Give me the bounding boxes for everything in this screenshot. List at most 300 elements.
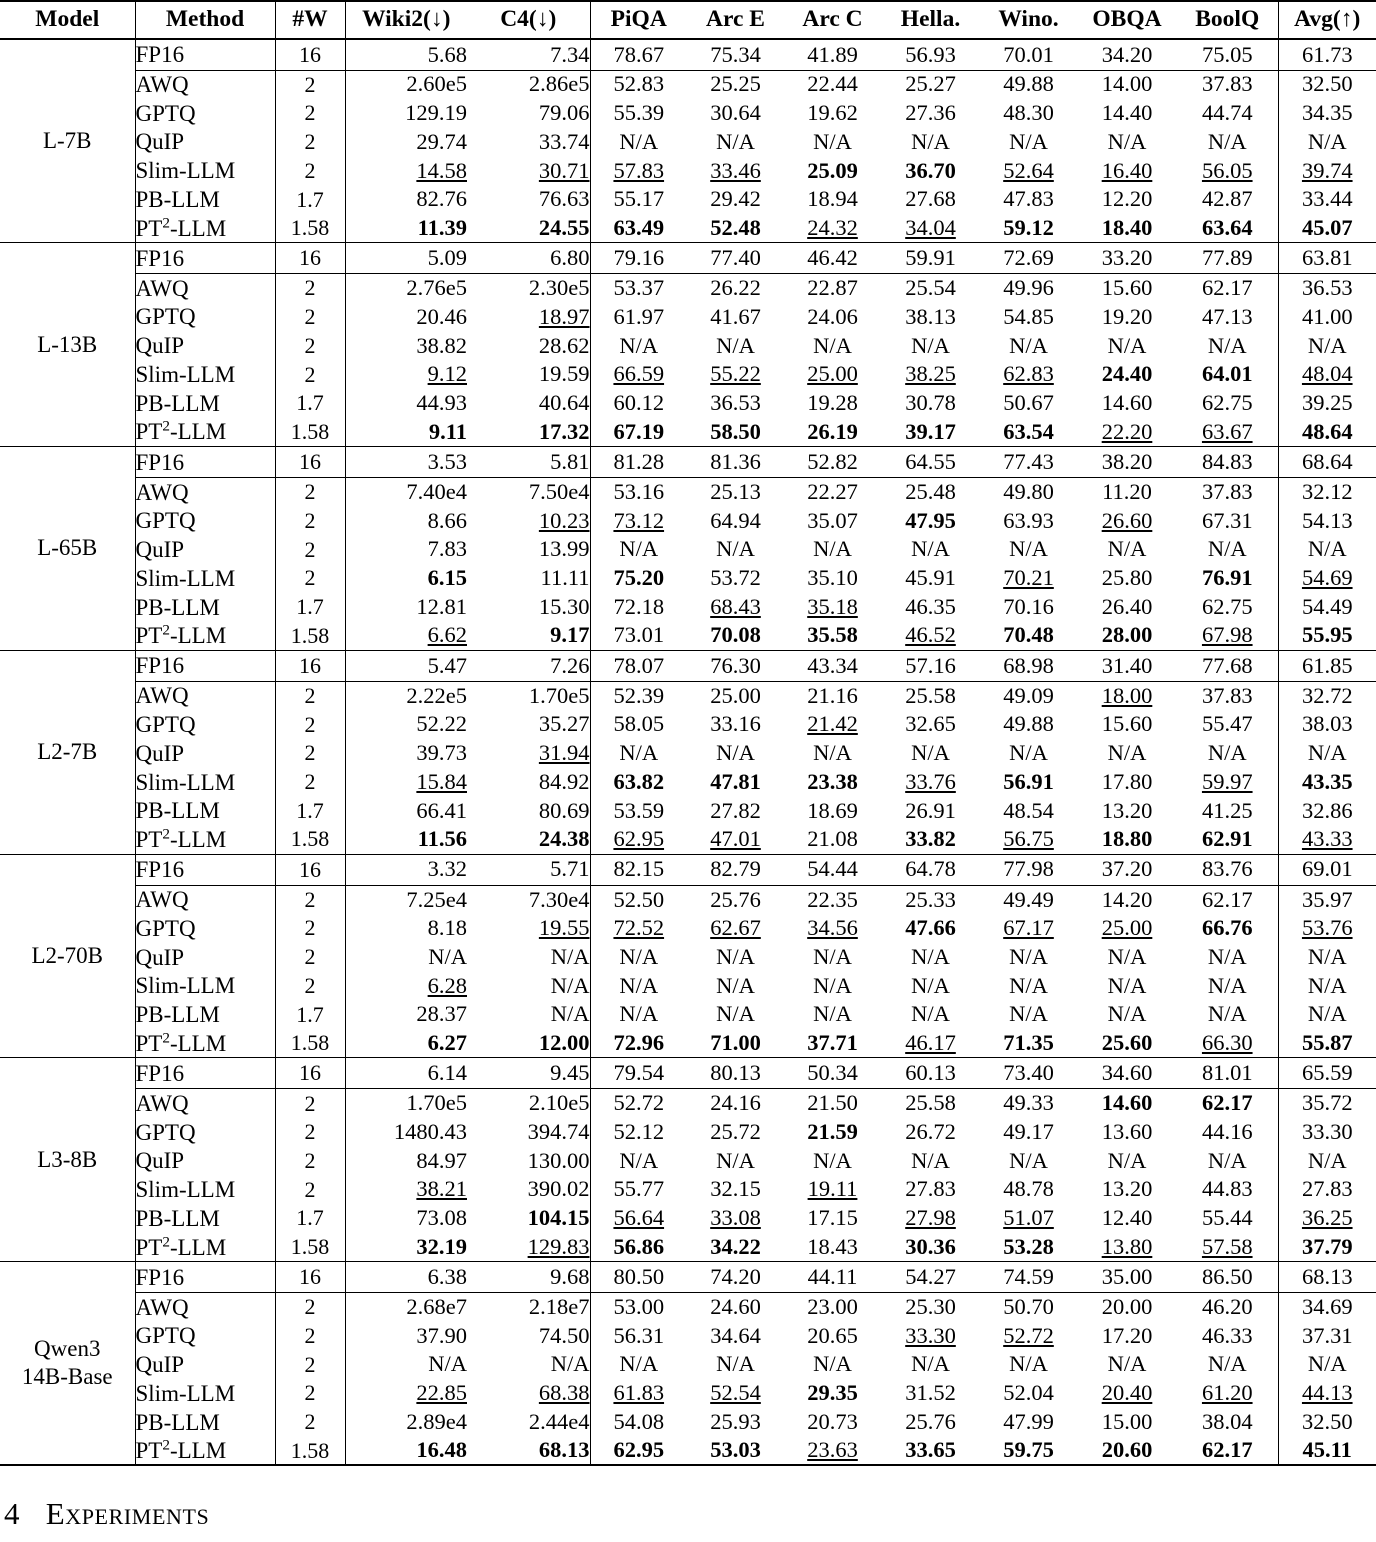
metric-cell: 49.17 — [1003, 1118, 1054, 1144]
metric-cell: 18.43 — [807, 1233, 858, 1259]
metric-cell: N/A — [1107, 128, 1147, 154]
table-row — [0, 70, 1376, 99]
metric-cell: 24.40 — [1101, 361, 1153, 387]
metric-cell: 65.59 — [1278, 1058, 1376, 1089]
metric-cell: 60.12 — [590, 389, 687, 418]
method-cell: AWQ — [135, 70, 275, 99]
metric-cell: 32.86 — [1278, 797, 1376, 826]
metric-cell: 64.55 — [881, 447, 980, 478]
metric-cell: 33.74 — [538, 128, 590, 154]
table-row — [0, 185, 1376, 214]
metric-cell: 18.80 — [1101, 826, 1153, 852]
metric-cell: 62.17 — [1177, 1437, 1278, 1466]
table-row — [0, 681, 1376, 710]
metric-cell: 77.89 — [1177, 243, 1278, 274]
metric-cell: N/A — [1009, 332, 1048, 358]
metric-cell: 2.44e4 — [528, 1409, 590, 1435]
metric-cell: N/A — [813, 943, 852, 969]
metric-cell: 57.83 — [590, 156, 687, 185]
weight-bits-cell: 2 — [275, 1089, 345, 1118]
method-cell: Slim-LLM — [135, 972, 275, 1001]
method-cell: AWQ — [135, 1089, 275, 1118]
metric-cell: 21.16 — [784, 681, 881, 710]
metric-cell: N/A — [1207, 1351, 1247, 1377]
metric-cell: N/A — [813, 740, 852, 766]
metric-cell: 36.53 — [710, 390, 761, 416]
metric-cell: N/A — [716, 536, 755, 562]
metric-cell: 10.23 — [538, 507, 590, 533]
metric-cell: 79.06 — [538, 99, 590, 125]
metric-cell: 1480.43 — [345, 1118, 467, 1147]
metric-cell: 66.76 — [1201, 915, 1253, 941]
metric-cell: 17.80 — [1101, 768, 1153, 794]
table-row — [0, 1293, 1376, 1322]
metric-cell: 18.00 — [1077, 681, 1177, 710]
weight-bits-cell: 2 — [275, 710, 345, 739]
metric-cell: 24.32 — [807, 214, 858, 240]
section-heading — [4, 1496, 1376, 1532]
col-header-w: #W — [275, 1, 345, 39]
weight-bits-cell: 2 — [275, 478, 345, 507]
metric-cell: 68.13 — [1278, 1262, 1376, 1293]
metric-cell: 24.16 — [687, 1089, 784, 1118]
metric-cell: 25.00 — [1101, 915, 1153, 941]
table-row — [0, 1000, 1376, 1029]
metric-cell: 35.00 — [1077, 1262, 1177, 1293]
metric-cell: 64.01 — [1201, 361, 1253, 387]
metric-cell: 43.34 — [784, 650, 881, 681]
metric-cell: N/A — [911, 1147, 950, 1173]
metric-cell: 78.67 — [590, 39, 687, 70]
metric-cell: 33.44 — [1278, 185, 1376, 214]
table-row — [0, 1233, 1376, 1262]
metric-cell: 66.59 — [590, 360, 687, 389]
metric-cell: 25.30 — [881, 1293, 980, 1322]
weight-bits-cell: 16 — [275, 447, 345, 478]
metric-cell: 17.20 — [1101, 1322, 1153, 1348]
metric-cell: 25.27 — [881, 70, 980, 99]
metric-cell: 32.72 — [1278, 681, 1376, 710]
method-cell: QuIP — [135, 128, 275, 157]
metric-cell: N/A — [1107, 972, 1147, 998]
metric-cell: N/A — [1107, 740, 1147, 766]
metric-cell: 55.77 — [590, 1175, 687, 1204]
metric-cell: 31.40 — [1077, 650, 1177, 681]
metric-cell: 22.27 — [784, 478, 881, 507]
metric-cell: 77.43 — [980, 447, 1077, 478]
weight-bits-cell: 16 — [275, 39, 345, 70]
metric-cell: 25.72 — [710, 1118, 761, 1144]
metric-cell: N/A — [590, 1000, 687, 1029]
metric-cell: 25.58 — [881, 681, 980, 710]
method-cell: QuIP — [135, 1350, 275, 1379]
method-cell: PB-LLM — [135, 797, 275, 826]
metric-cell: 73.12 — [590, 506, 687, 535]
method-cell: GPTQ — [135, 914, 275, 943]
metric-cell: 54.13 — [1278, 506, 1376, 535]
metric-cell: 54.08 — [590, 1408, 687, 1437]
weight-bits-cell: 1.7 — [275, 797, 345, 826]
metric-cell: 19.62 — [807, 99, 858, 125]
metric-cell: 3.32 — [345, 854, 467, 885]
metric-cell: 38.82 — [345, 331, 467, 360]
metric-cell: 62.17 — [1177, 1089, 1278, 1118]
method-cell: FP16 — [135, 243, 275, 274]
metric-cell: 22.44 — [784, 70, 881, 99]
metric-cell: N/A — [1278, 128, 1376, 157]
col-header-hella: Hella. — [900, 6, 961, 33]
metric-cell: 32.50 — [1278, 1408, 1376, 1437]
metric-cell: 46.42 — [784, 243, 881, 274]
metric-cell: 82.76 — [345, 185, 467, 214]
metric-cell: 62.95 — [590, 1437, 687, 1466]
metric-cell: 21.50 — [784, 1089, 881, 1118]
metric-cell: 52.83 — [590, 70, 687, 99]
table-row — [0, 593, 1376, 622]
metric-cell: 7.30e4 — [467, 885, 590, 914]
metric-cell: N/A — [911, 536, 950, 562]
method-cell: GPTQ — [135, 506, 275, 535]
metric-cell: N/A — [590, 1350, 687, 1379]
metric-cell: 21.08 — [807, 826, 858, 852]
table-row — [0, 825, 1376, 854]
metric-cell: 11.39 — [345, 214, 467, 243]
method-cell: PB-LLM — [135, 389, 275, 418]
weight-bits-cell: 1.7 — [275, 185, 345, 214]
metric-cell: N/A — [1009, 536, 1048, 562]
table-row — [0, 854, 1376, 885]
metric-cell: 63.54 — [1003, 418, 1054, 444]
metric-cell: 2.68e7 — [345, 1293, 467, 1322]
metric-cell: 29.35 — [807, 1380, 858, 1406]
metric-cell: 62.95 — [590, 825, 687, 854]
metric-cell: N/A — [911, 128, 950, 154]
metric-cell: 74.59 — [980, 1262, 1077, 1293]
metric-cell: N/A — [716, 1351, 755, 1377]
metric-cell: 33.76 — [905, 768, 956, 794]
metric-cell: 52.72 — [1003, 1322, 1054, 1348]
method-cell: AWQ — [135, 681, 275, 710]
metric-cell: 80.50 — [590, 1262, 687, 1293]
metric-cell: 25.60 — [1101, 1030, 1153, 1055]
method-cell: $PT^2$-LLM — [135, 214, 275, 243]
method-cell: Slim-LLM — [135, 360, 275, 389]
metric-cell: 3.53 — [345, 447, 467, 478]
metric-cell: 25.58 — [881, 1089, 980, 1118]
metric-cell: 26.40 — [1101, 593, 1153, 619]
table-row — [0, 1350, 1376, 1379]
metric-cell: 33.30 — [1278, 1118, 1376, 1147]
metric-cell: 54.44 — [784, 854, 881, 885]
weight-bits-cell: 2 — [275, 1118, 345, 1147]
model-cell — [0, 447, 135, 651]
metric-cell: 37.83 — [1177, 70, 1278, 99]
metric-cell: 36.25 — [1278, 1204, 1376, 1233]
table-row — [0, 622, 1376, 651]
table-row — [0, 1204, 1376, 1233]
metric-cell: 61.85 — [1278, 650, 1376, 681]
metric-cell: 49.88 — [1003, 711, 1054, 737]
metric-cell: N/A — [1107, 1351, 1147, 1377]
metric-cell: 37.31 — [1278, 1321, 1376, 1350]
metric-cell: 9.12 — [345, 360, 467, 389]
metric-cell: 74.20 — [687, 1262, 784, 1293]
metric-cell: 25.54 — [881, 274, 980, 303]
metric-cell: 15.84 — [345, 768, 467, 797]
metric-cell: 35.72 — [1278, 1089, 1376, 1118]
metric-cell: 60.13 — [881, 1058, 980, 1089]
metric-cell: 13.80 — [1101, 1233, 1153, 1259]
metric-cell: 77.40 — [687, 243, 784, 274]
weight-bits-cell: 1.58 — [275, 418, 345, 447]
metric-cell: 38.25 — [905, 361, 956, 387]
metric-cell: 41.25 — [1201, 797, 1253, 823]
table-row — [0, 303, 1376, 332]
metric-cell: N/A — [550, 943, 590, 969]
metric-cell: 47.13 — [1201, 303, 1253, 329]
method-cell: AWQ — [135, 1293, 275, 1322]
metric-cell: N/A — [1207, 332, 1247, 358]
weight-bits-cell: 2 — [275, 739, 345, 768]
metric-cell: N/A — [716, 128, 755, 154]
metric-cell: 78.07 — [590, 650, 687, 681]
model-cell — [0, 854, 135, 1058]
weight-bits-cell: 1.58 — [275, 214, 345, 243]
metric-cell: 51.07 — [1003, 1205, 1054, 1231]
metric-cell: 8.18 — [345, 914, 467, 943]
table-row — [0, 1408, 1376, 1437]
metric-cell: 17.15 — [807, 1205, 858, 1231]
method-cell: FP16 — [135, 1058, 275, 1089]
metric-cell: 62.17 — [1177, 885, 1278, 914]
weight-bits-cell: 2 — [275, 914, 345, 943]
metric-cell: N/A — [1207, 1001, 1247, 1027]
metric-cell: N/A — [813, 128, 852, 154]
metric-cell: 56.75 — [1003, 826, 1054, 852]
metric-cell: 74.50 — [538, 1322, 590, 1348]
metric-cell: 24.38 — [538, 826, 590, 852]
metric-cell: 35.18 — [807, 593, 858, 619]
weight-bits-cell: 2 — [275, 1293, 345, 1322]
metric-cell: 75.20 — [590, 564, 687, 593]
metric-cell: 28.37 — [345, 1000, 467, 1029]
table-row — [0, 1379, 1376, 1408]
method-cell: PB-LLM — [135, 1204, 275, 1233]
metric-cell: 2.76e5 — [345, 274, 467, 303]
metric-cell: 7.50e4 — [467, 478, 590, 507]
table-row — [0, 1089, 1376, 1118]
weight-bits-cell: 1.58 — [275, 1233, 345, 1262]
metric-cell: 63.93 — [1003, 507, 1054, 533]
metric-cell: 20.46 — [345, 303, 467, 332]
table-row — [0, 797, 1376, 826]
method-cell: Slim-LLM — [135, 768, 275, 797]
metric-cell: 52.39 — [590, 681, 687, 710]
metric-cell: 56.64 — [590, 1204, 687, 1233]
weight-bits-cell: 2 — [275, 1321, 345, 1350]
metric-cell: 59.97 — [1201, 768, 1253, 794]
metric-cell: 61.20 — [1201, 1380, 1253, 1406]
metric-cell: N/A — [590, 972, 687, 1001]
metric-cell: 43.33 — [1278, 825, 1376, 854]
metric-cell: 46.20 — [1177, 1293, 1278, 1322]
metric-cell: N/A — [1009, 972, 1048, 998]
table-row — [0, 156, 1376, 185]
metric-cell: 104.15 — [527, 1205, 590, 1231]
metric-cell: 59.91 — [881, 243, 980, 274]
metric-cell: 18.69 — [807, 797, 858, 823]
metric-cell: 68.13 — [467, 1437, 590, 1466]
metric-cell: 12.20 — [1101, 186, 1153, 212]
table-header — [0, 1, 1376, 39]
metric-cell: 130.00 — [527, 1147, 590, 1173]
metric-cell: 36.70 — [905, 157, 956, 183]
table-row — [0, 478, 1376, 507]
metric-cell: 62.91 — [1201, 826, 1253, 852]
metric-cell: 7.26 — [467, 650, 590, 681]
metric-cell: N/A — [911, 943, 950, 969]
metric-cell: 72.69 — [980, 243, 1077, 274]
metric-cell: 23.00 — [784, 1293, 881, 1322]
metric-cell: 9.45 — [467, 1058, 590, 1089]
metric-cell: N/A — [1207, 128, 1247, 154]
metric-cell: 15.60 — [1101, 711, 1153, 737]
weight-bits-cell: 16 — [275, 243, 345, 274]
table-row — [0, 1118, 1376, 1147]
method-cell: QuIP — [135, 739, 275, 768]
metric-cell: 43.35 — [1278, 768, 1376, 797]
metric-cell: N/A — [813, 332, 852, 358]
metric-cell: 16.40 — [1101, 157, 1153, 183]
weight-bits-cell: 2 — [275, 303, 345, 332]
weight-bits-cell: 16 — [275, 1058, 345, 1089]
metric-cell: 44.83 — [1201, 1176, 1253, 1202]
method-cell: $PT^2$-LLM — [135, 418, 275, 447]
metric-cell: 62.17 — [1177, 274, 1278, 303]
metric-cell: 67.19 — [590, 418, 687, 447]
metric-cell: 62.67 — [710, 915, 761, 941]
metric-cell: 37.83 — [1177, 478, 1278, 507]
metric-cell: 26.19 — [807, 418, 858, 444]
model-cell — [0, 243, 135, 447]
metric-cell: 37.20 — [1077, 854, 1177, 885]
metric-cell: 2.22e5 — [345, 681, 467, 710]
metric-cell: N/A — [1107, 1147, 1147, 1173]
metric-cell: 25.00 — [687, 681, 784, 710]
metric-cell: 49.49 — [980, 885, 1077, 914]
metric-cell: 15.60 — [1077, 274, 1177, 303]
table-row — [0, 1262, 1376, 1293]
metric-cell: 20.40 — [1101, 1380, 1153, 1406]
metric-cell: N/A — [590, 331, 687, 360]
table-row — [0, 243, 1376, 274]
metric-cell: 70.01 — [1003, 41, 1054, 67]
metric-cell: N/A — [716, 332, 755, 358]
metric-cell: 38.04 — [1201, 1409, 1253, 1435]
metric-cell: 25.93 — [710, 1409, 761, 1435]
weight-bits-cell: 1.7 — [275, 1000, 345, 1029]
metric-cell: 32.15 — [710, 1176, 761, 1202]
metric-cell: 49.09 — [980, 681, 1077, 710]
metric-cell: 41.89 — [807, 41, 858, 67]
metric-cell: 45.07 — [1278, 214, 1376, 243]
table-body — [0, 39, 1376, 1465]
metric-cell: 22.85 — [345, 1379, 467, 1408]
weight-bits-cell: 2 — [275, 1175, 345, 1204]
metric-cell: 34.56 — [807, 915, 858, 941]
metric-cell: 7.34 — [550, 41, 590, 67]
weight-bits-cell: 2 — [275, 99, 345, 128]
model-cell — [0, 650, 135, 854]
metric-cell: 32.65 — [905, 711, 956, 737]
metric-cell: 26.72 — [905, 1118, 956, 1144]
metric-cell: 84.92 — [538, 768, 590, 794]
metric-cell: N/A — [1009, 1001, 1048, 1027]
metric-cell: 62.75 — [1201, 390, 1253, 416]
metric-cell: 58.05 — [590, 710, 687, 739]
metric-cell: 25.00 — [807, 361, 858, 387]
metric-cell: N/A — [911, 972, 950, 998]
metric-cell: 7.40e4 — [345, 478, 467, 507]
method-cell: GPTQ — [135, 99, 275, 128]
metric-cell: 7.83 — [345, 535, 467, 564]
metric-cell: 19.20 — [1101, 303, 1153, 329]
method-cell: QuIP — [135, 331, 275, 360]
metric-cell: 34.64 — [710, 1322, 761, 1348]
metric-cell: 5.81 — [467, 447, 590, 478]
metric-cell: 37.71 — [807, 1030, 858, 1055]
metric-cell: 129.83 — [527, 1233, 590, 1259]
method-cell: PB-LLM — [135, 593, 275, 622]
metric-cell: 53.72 — [710, 565, 761, 591]
table-row — [0, 768, 1376, 797]
metric-cell: 18.97 — [538, 303, 590, 329]
metric-cell: 19.28 — [807, 390, 858, 416]
metric-cell: 72.52 — [590, 914, 687, 943]
header-row — [0, 1, 1376, 39]
metric-cell: 14.60 — [1101, 390, 1153, 416]
metric-cell: 52.64 — [1003, 157, 1054, 183]
metric-cell: 46.17 — [905, 1030, 956, 1055]
col-header-obqa: OBQA — [1092, 6, 1162, 33]
metric-cell: 68.64 — [1278, 447, 1376, 478]
metric-cell: 20.73 — [807, 1409, 858, 1435]
metric-cell: 66.30 — [1201, 1030, 1253, 1055]
metric-cell: 49.96 — [980, 274, 1077, 303]
metric-cell: 394.74 — [527, 1118, 590, 1144]
metric-cell: 35.07 — [807, 507, 858, 533]
table-row — [0, 360, 1376, 389]
table-row — [0, 972, 1376, 1001]
weight-bits-cell: 1.7 — [275, 1204, 345, 1233]
metric-cell: 46.52 — [905, 622, 956, 648]
metric-cell: N/A — [590, 943, 687, 972]
metric-cell: 53.59 — [590, 797, 687, 826]
metric-cell: 49.33 — [980, 1089, 1077, 1118]
col-header-arce: Arc E — [706, 6, 765, 33]
metric-cell: 20.65 — [807, 1322, 858, 1348]
metric-cell: 52.12 — [590, 1118, 687, 1147]
weight-bits-cell: 2 — [275, 1147, 345, 1176]
metric-cell: 39.17 — [905, 418, 956, 444]
col-header-piqa: PiQA — [590, 1, 687, 39]
metric-cell: 32.19 — [345, 1233, 467, 1262]
metric-cell: 22.87 — [784, 274, 881, 303]
metric-cell: 1.70e5 — [345, 1089, 467, 1118]
metric-cell: N/A — [1207, 740, 1247, 766]
weight-bits-cell: 2 — [275, 70, 345, 99]
metric-cell: N/A — [1009, 740, 1048, 766]
